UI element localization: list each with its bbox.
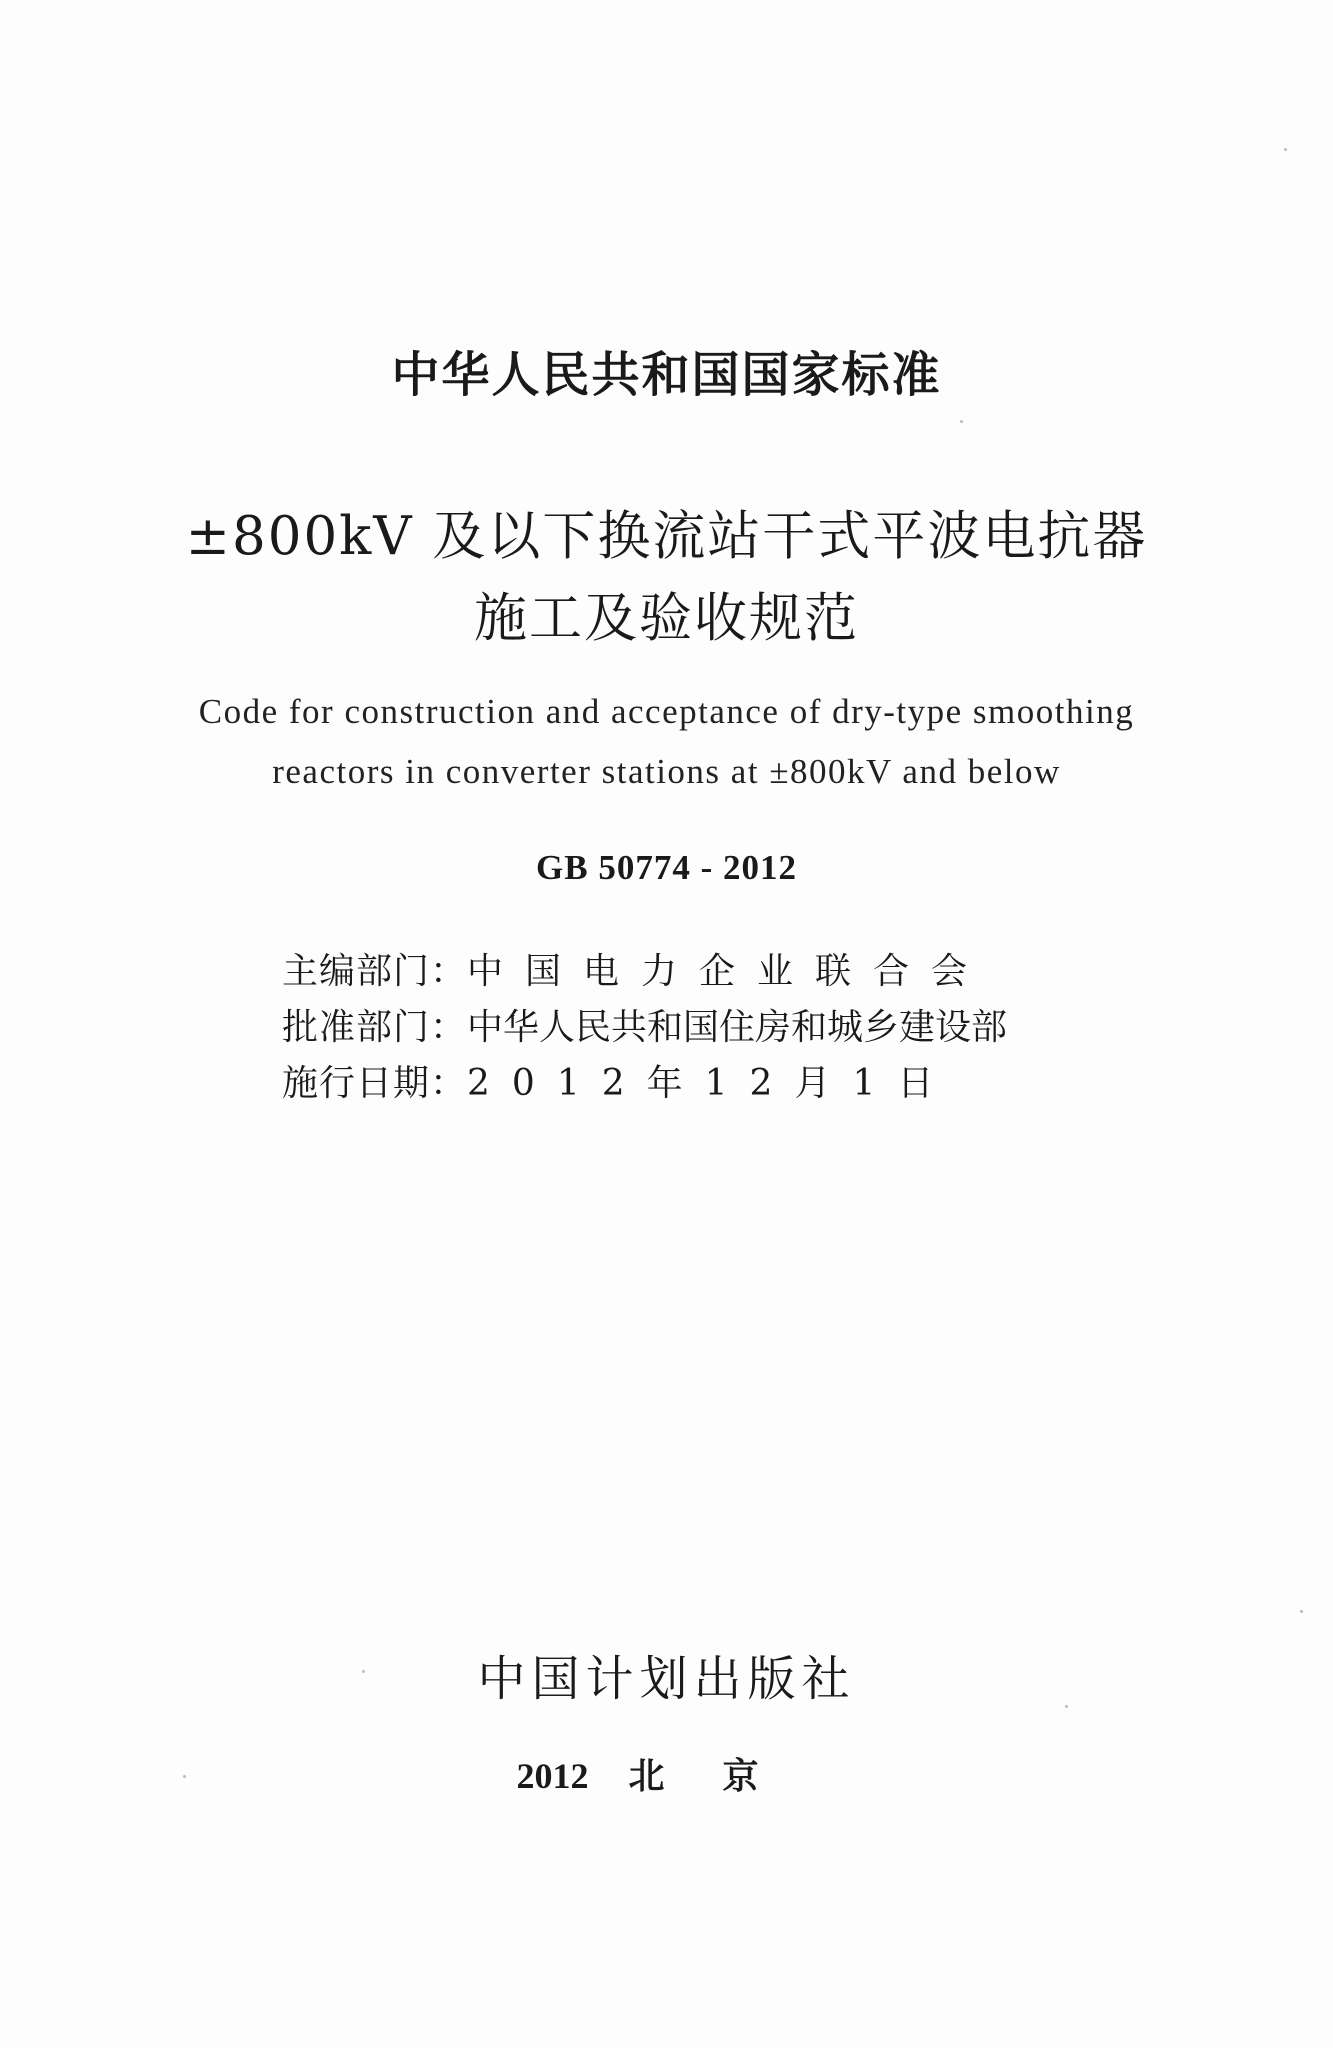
editor-label: 主编部门：: [282, 951, 468, 992]
publication-place: [0, 1748, 1333, 1799]
effective-row: [282, 1056, 1007, 1112]
scan-speck: [1284, 148, 1287, 151]
approver-row: [282, 1000, 1007, 1056]
info-block: [282, 944, 1007, 1112]
approver-label: 批准部门：: [282, 1007, 468, 1048]
title-en-line1: Code for construction and acceptance of dry-type smoothing: [198, 692, 1135, 731]
scan-speck: [362, 1670, 365, 1673]
publisher-name: 中国计划出版社: [477, 1651, 856, 1707]
editor-row: [282, 944, 1007, 1000]
editor-value: 中国电力企业联合会: [467, 951, 990, 992]
publication-year: 2012: [516, 1756, 589, 1796]
standard-type-heading: 中华人民共和国国家标准: [391, 347, 942, 403]
title-cn-line2: 施工及验收规范: [474, 588, 859, 649]
standard-number: GB 50774 - 2012: [536, 848, 797, 887]
scan-speck: [1065, 1705, 1068, 1708]
publication-city: 北京: [628, 1756, 817, 1797]
scan-speck: [960, 420, 963, 423]
effective-value: 2012年12月1日: [467, 1063, 956, 1104]
title-en-line2: reactors in converter stations at ±800kV and below: [272, 752, 1061, 791]
approver-value: 中华人民共和国住房和城乡建设部: [467, 1007, 1008, 1048]
title-cn-line1: ±800kV 及以下换流站干式平波电抗器: [185, 506, 1148, 567]
effective-label: 施行日期：: [282, 1063, 468, 1104]
scan-speck: [183, 1775, 186, 1778]
scan-speck: [1300, 1610, 1303, 1613]
